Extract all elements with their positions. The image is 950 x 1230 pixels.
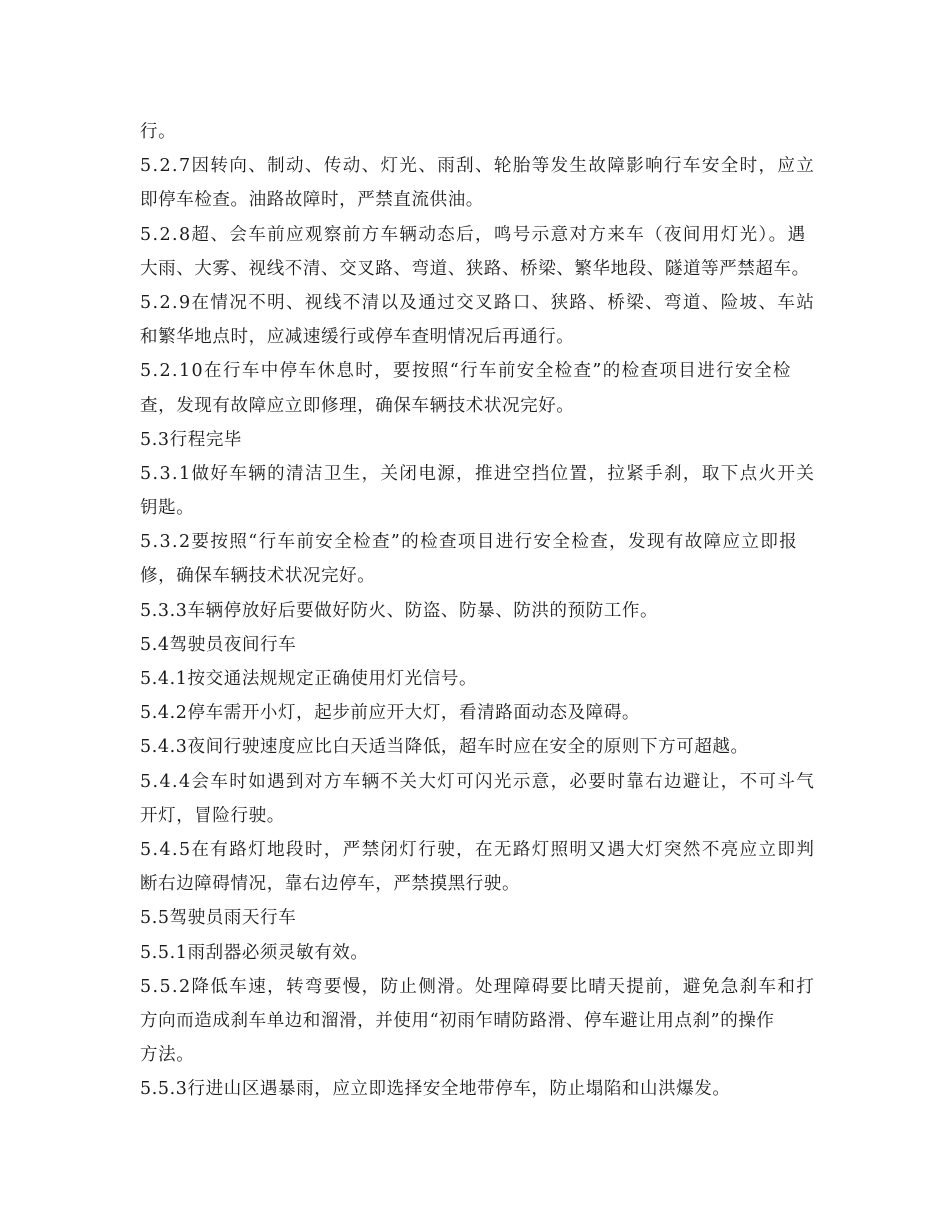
- text-line: 5.3.3车辆停放好后要做好防火、防盗、防暴、防洪的预防工作。: [140, 600, 659, 621]
- text-line: 大雨、大雾、视线不清、交叉路、弯道、狭路、桥梁、繁华地段、隧道等严禁超车。: [140, 258, 810, 279]
- text-line: 5.4.5在有路灯地段时，严禁闭灯行驶，在无路灯照明又遇大灯突然不亮应立即判: [140, 839, 816, 860]
- section-heading: 5.4驾驶员夜间行车: [140, 634, 297, 655]
- text-line: 即停车检查。油路故障时，严禁直流供油。: [140, 190, 484, 211]
- text-line: 5.2.9在情况不明、视线不清以及通过交叉路口、狭路、桥梁、弯道、险坡、车站: [140, 292, 816, 313]
- text-line: 5.3.2要按照“行车前安全检查”的检查项目进行安全检查，发现有故障应立即报: [140, 532, 799, 553]
- text-line: 5.4.2停车需开小灯，起步前应开大灯，看清路面动态及障碍。: [140, 703, 641, 724]
- text-line: 5.4.4会车时如遇到对方车辆不关大灯可闪光示意，必要时靠右边避让，不可斗气: [140, 771, 816, 792]
- text-line: 5.3.1做好车辆的清洁卫生，关闭电源，推进空挡位置，拉紧手刹，取下点火开关: [140, 463, 816, 484]
- text-line: 方向而造成刹车单边和溜滑，并使用“初雨乍晴防路滑、停车避让用点刹”的操作: [140, 1010, 775, 1031]
- text-line: 5.2.7因转向、制动、传动、灯光、雨刮、轮胎等发生故障影响行车安全时，应立: [140, 156, 816, 177]
- text-line: 5.4.3夜间行驶速度应比白天适当降低，超车时应在安全的原则下方可超越。: [140, 737, 749, 758]
- text-line: 钥匙。: [140, 498, 195, 519]
- text-line: 行。: [140, 122, 177, 142]
- text-line: 5.2.10在行车中停车休息时，要按照“行车前安全检查”的检查项目进行安全检: [140, 361, 792, 382]
- text-line: 5.4.1按交通法规规定正确使用灯光信号。: [140, 669, 478, 689]
- section-heading: 5.3行程完毕: [140, 429, 243, 450]
- text-line: 开灯，冒险行驶。: [140, 805, 285, 826]
- text-line: 修，确保车辆技术状况完好。: [140, 566, 376, 587]
- section-heading: 5.5驾驶员雨天行车: [140, 908, 297, 929]
- text-line: 5.5.3行进山区遇暴雨，应立即选择安全地带停车，防止塌陷和山洪爆发。: [140, 1079, 731, 1100]
- text-line: 和繁华地点时，应减速缓行或停车查明情况后再通行。: [140, 327, 575, 348]
- text-line: 查，发现有故障应立即修理，确保车辆技术状况完好。: [140, 395, 575, 416]
- text-line: 5.5.1雨刮器必须灵敏有效。: [140, 942, 369, 963]
- document-body: [140, 115, 820, 1106]
- text-line: 方法。: [140, 1045, 195, 1066]
- text-line: 5.2.8超、会车前应观察前方车辆动态后，鸣号示意对方来车（夜间用灯光）。遇: [140, 224, 807, 245]
- text-line: 断右边障碍情况，靠右边停车，严禁摸黑行驶。: [140, 874, 521, 895]
- text-line: 5.5.2降低车速，转弯要慢，防止侧滑。处理障碍要比晴天提前，避免急刹车和打: [140, 976, 816, 997]
